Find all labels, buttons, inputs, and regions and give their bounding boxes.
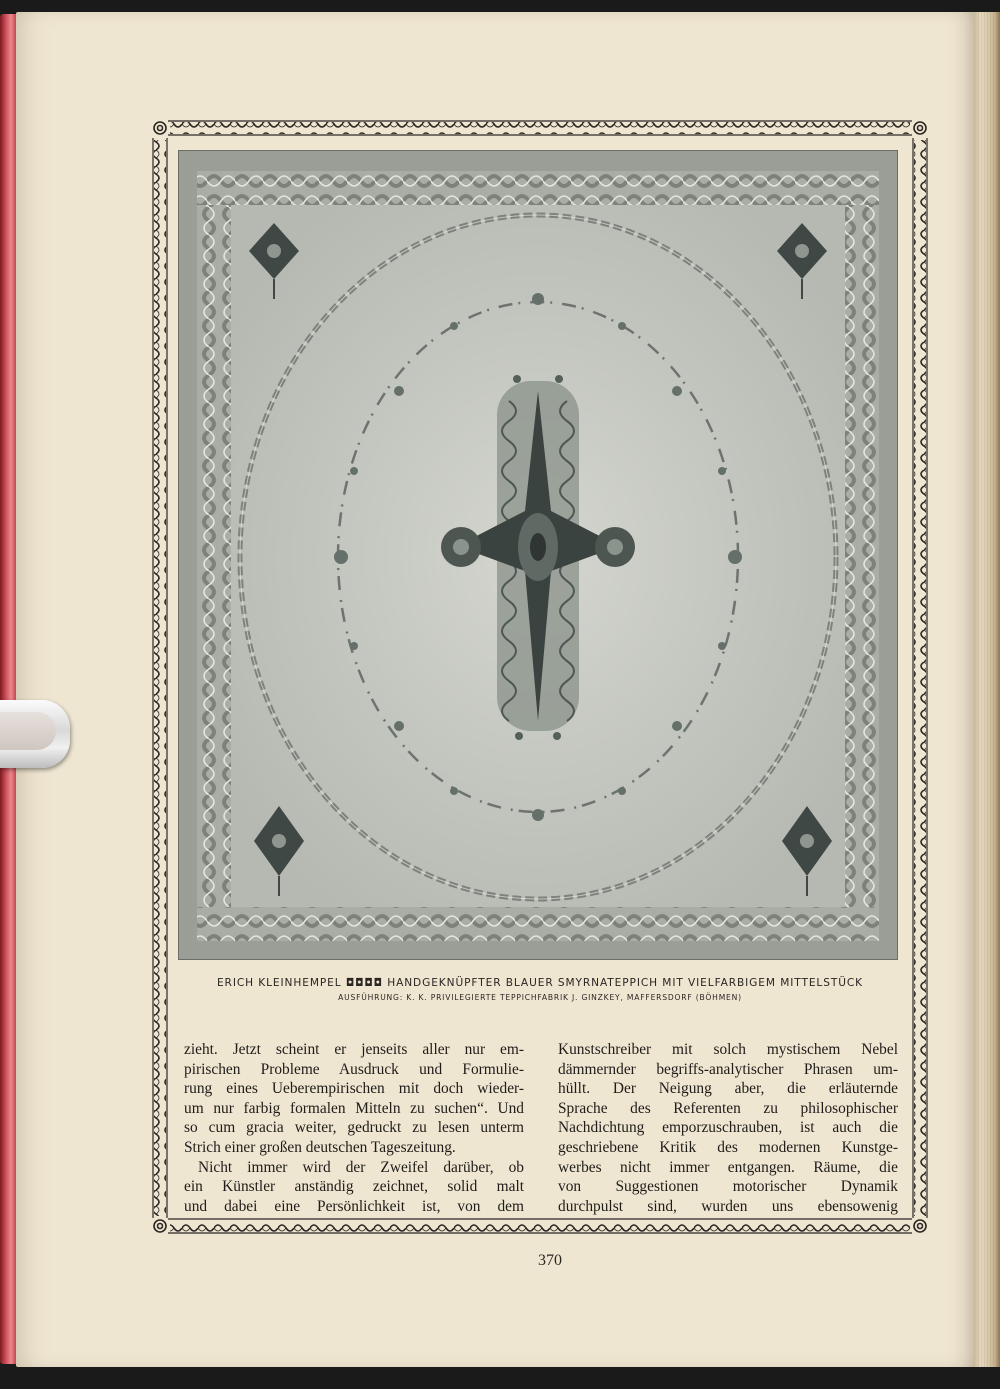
text-line: hüllt. Der Neigung aber, die erläuternde (558, 1080, 898, 1098)
text-line: Nicht immer wird der Zweifel darüber, ob (198, 1158, 524, 1176)
text-line: Nachdichtung emporzuschrauben, ist auch die (558, 1119, 898, 1137)
text-line: so cum gracia weiter, gedruckt zu lesen unterm (184, 1119, 524, 1137)
text-line: von Suggestionen motorischer Dynamik (558, 1178, 898, 1196)
text-line: werbes nicht immer entgangen. Räume, die (558, 1158, 898, 1176)
page-number: 370 (538, 1252, 562, 1269)
figure-caption-title: ERICH KLEINHEMPEL ◘◘◘◘ HANDGEKNÜPFTER BLAUER SMYRNATEPPICH MIT VIELFARBIGEM MITTELSTÜCK (216, 977, 864, 989)
text-line: rung eines Ueberempirischen mit doch wieder- (184, 1080, 524, 1098)
text-column-left (184, 1040, 524, 1216)
text-line: geschriebene Kritik des modernen Kunstge- (558, 1138, 898, 1156)
text-line: zieht. Jetzt scheint er jenseits aller nur em- (184, 1041, 524, 1058)
text-line: um nur farbig formalen Mitteln zu suchen“. Und (184, 1099, 524, 1117)
text-line: dämmernder begriffs-analytischer Phrasen um- (558, 1060, 898, 1078)
bookmark-ribbon-fold (0, 712, 56, 750)
page-stack-lines (978, 12, 996, 1367)
text-line: und dabei eine Persönlichkeit ist, von dem (184, 1197, 524, 1215)
carpet-photograph (178, 150, 898, 960)
text-column-right (558, 1040, 898, 1216)
figure-caption-credit: AUSFÜHRUNG: K. K. PRIVILEGIERTE TEPPICHFABRIK J. GINZKEY, MAFFERSDORF (BÖHMEN) (338, 993, 742, 1002)
text-line: durchpulst sind, wurden uns ebensowenig (558, 1197, 898, 1215)
text-line: Sprache des Referenten zu philosophischer (558, 1099, 898, 1117)
text-line: Kunstschreiber mit solch mystischem Nebel (558, 1041, 898, 1058)
text-line: Strich einer großen deutschen Tageszeitung. (184, 1138, 456, 1156)
text-line: pirischen Probleme Ausdruck und Formulie- (184, 1060, 524, 1078)
text-line: ein Künstler anständig zeichnet, solid malt (184, 1178, 524, 1196)
